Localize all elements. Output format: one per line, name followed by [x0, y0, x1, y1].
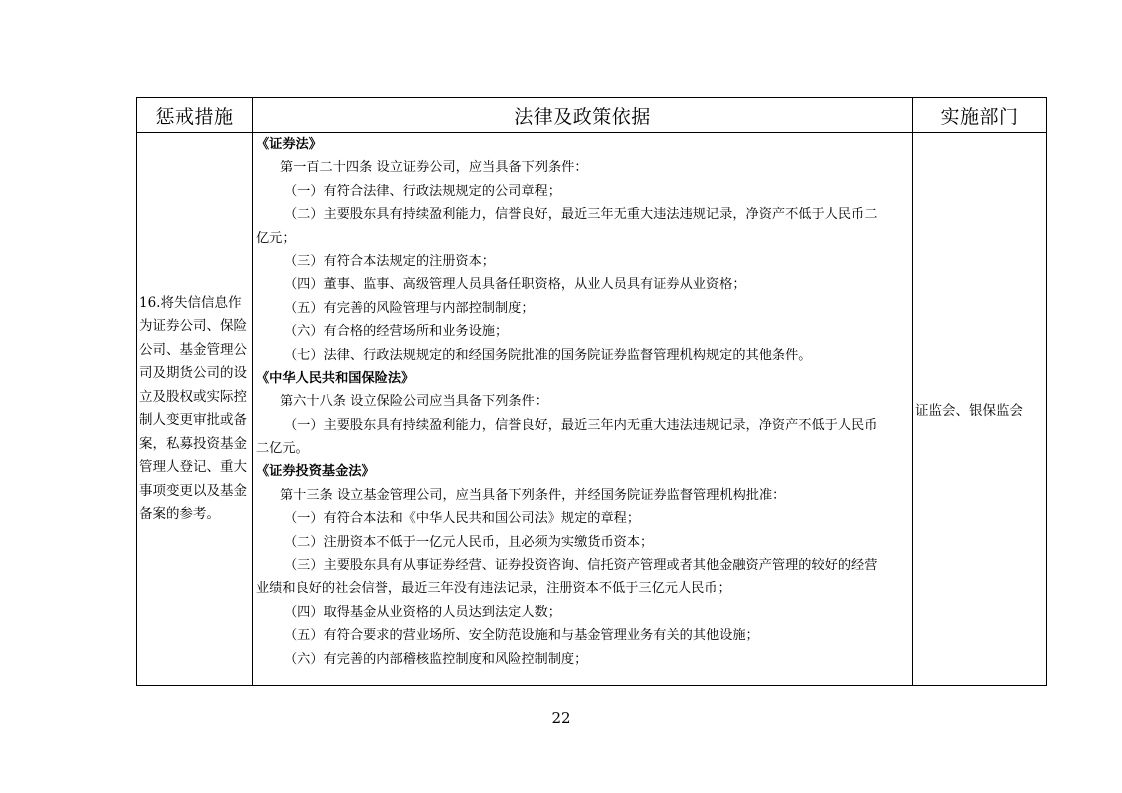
law-title: 《证券投资基金法》: [256, 464, 375, 480]
header-basis: 法律及政策依据: [253, 98, 913, 133]
header-department: 实施部门: [913, 98, 1047, 133]
law-text-line: （三）有符合本法规定的注册资本；: [284, 253, 495, 269]
law-text-line: （四）取得基金从业资格的人员达到法定人数；: [284, 604, 561, 620]
law-text-line: 二亿元。: [256, 441, 309, 457]
law-text-line: 亿元；: [256, 230, 296, 246]
law-text-line: 第一百二十四条 设立证券公司，应当具备下列条件：: [280, 160, 588, 176]
basis-lines: [253, 133, 912, 671]
law-text-line: （五）有完善的风险管理与内部控制制度；: [284, 300, 535, 316]
law-text-line: （四）董事、监事、高级管理人员具备任职资格，从业人员具有证券从业资格；: [284, 277, 746, 293]
law-text-line: 业绩和良好的社会信誉，最近三年没有违法记录，注册资本不低于三亿元人民币；: [256, 581, 731, 597]
law-text-line: （二）主要股东具有持续盈利能力，信誉良好，最近三年无重大违法违规记录，净资产不低于人民币二: [284, 207, 878, 223]
law-text-line: （三）主要股东具有从事证券经营、证券投资咨询、信托资产管理或者其他金融资产管理的较好的经营: [284, 558, 878, 574]
law-text-line: 第十三条 设立基金管理公司，应当具备下列条件，并经国务院证券监督管理机构批准：: [280, 487, 786, 503]
measure-cell: 16.将失信信息作为证券公司、保险公司、基金管理公司及期货公司的设立及股权或实际控制人变更审批或备案，私募投资基金管理人登记、重大事项变更以及基金备案的参考。: [137, 133, 253, 686]
header-measure: 惩戒措施: [137, 98, 253, 133]
basis-cell: [253, 133, 913, 686]
table-row: [137, 133, 1047, 686]
law-text-line: （五）有符合要求的营业场所、安全防范设施和与基金管理业务有关的其他设施；: [284, 628, 759, 644]
law-text-line: （一）主要股东具有持续盈利能力，信誉良好，最近三年内无重大违法违规记录，净资产不低于人民币: [284, 417, 878, 433]
law-title: 《证券法》: [256, 137, 322, 152]
document-table: [136, 97, 1047, 686]
law-text-line: （一）有符合本法和《中华人民共和国公司法》规定的章程；: [284, 511, 641, 527]
law-text-line: （二）注册资本不低于一亿元人民币，且必须为实缴货币资本；: [284, 534, 654, 550]
page-number: 22: [551, 709, 571, 727]
law-text-line: （七）法律、行政法规规定的和经国务院批准的国务院证券监督管理机构规定的其他条件。: [284, 347, 812, 363]
law-title: 《中华人民共和国保险法》: [256, 370, 415, 386]
law-text-line: （一）有符合法律、行政法规规定的公司章程；: [284, 183, 561, 199]
law-text-line: （六）有合格的经营场所和业务设施；: [284, 324, 509, 340]
law-text-line: （六）有完善的内部稽核监控制度和风险控制制度；: [284, 651, 588, 667]
header-row: [137, 98, 1047, 133]
department-cell: 证监会、银保监会: [913, 133, 1047, 686]
law-text-line: 第六十八条 设立保险公司应当具备下列条件：: [280, 394, 548, 410]
